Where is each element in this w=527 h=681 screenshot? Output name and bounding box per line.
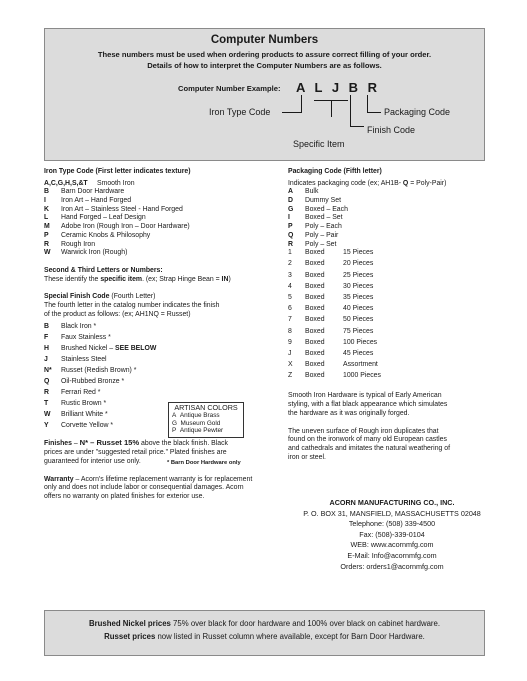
rough-note-line-3: and cathedrals and imitates the natural weathering of [288, 444, 451, 452]
list-item: B Barn Door Hardware [44, 188, 125, 196]
list-item: Q Poly – Pair [288, 231, 339, 239]
example-letters: A L J B R [296, 80, 378, 95]
list-item: P Ceramic Knobs & Philosophy [44, 231, 151, 239]
list-item: G Museum Gold [172, 419, 221, 427]
label-iron-type: Iron Type Code [209, 107, 271, 117]
right-column [288, 168, 488, 462]
finish-desc-1: The fourth letter in the catalog number indicates the finish [44, 302, 220, 309]
list-item: 7 Boxed 50 Pieces [288, 316, 374, 324]
company-name: ACORN MANUFACTURING CO., INC. [329, 498, 455, 507]
finish-heading: Special Finish Code (Fourth Letter) [44, 293, 156, 301]
company-orders-email[interactable]: Orders: orders1@acornmfg.com [340, 561, 444, 571]
list-item: R Rough Iron [44, 240, 96, 248]
company-fax: Fax: (508)-339-0104 [359, 529, 425, 539]
list-item: D Dummy Set [288, 197, 341, 205]
list-item: 5 Boxed 35 Pieces [288, 293, 374, 301]
list-item: N* Russet (Redish Brown) * [44, 367, 137, 375]
connector-a-h [282, 112, 302, 113]
list-item: W Brilliant White * [44, 411, 108, 419]
connector-r-v [367, 95, 368, 113]
label-specific-item: Specific Item [293, 139, 345, 149]
list-item: I Boxed – Set [288, 214, 343, 222]
finishes-note-line-3: guaranteed for interior use only. [44, 457, 141, 465]
smooth-note-line-3: the hardware as it was originally forged. [288, 409, 410, 417]
list-item: 4 Boxed 30 Pieces [288, 282, 374, 290]
connector-a-v [301, 95, 302, 112]
connector-b-v [350, 95, 351, 126]
list-item: 6 Boxed 40 Pieces [288, 305, 374, 313]
list-item: F Faux Stainless * [44, 334, 111, 342]
list-item: A Antique Brass [172, 411, 220, 419]
warranty-line-3: offers no warranty on plated finishes for exterior use. [44, 492, 205, 500]
list-item: L Hand Forged – Leaf Design [44, 214, 146, 222]
finishes-note-line-2: prices are under "suggested retail price." Plated finishes are [44, 449, 227, 457]
list-item: R Ferrari Red * [44, 389, 101, 397]
smooth-note-line-1: Smooth Iron Hardware is typical of Early American [288, 392, 442, 400]
pricing-note-box [44, 610, 485, 656]
label-packaging-code: Packaging Code [384, 107, 451, 117]
artisan-colors-box [168, 402, 244, 438]
company-address: P. O. BOX 31, MANSFIELD, MASSACHUSETTS 02048 [303, 508, 481, 518]
iron-type-heading: Iron Type Code (First letter indicates texture) [44, 168, 191, 175]
list-item: X Boxed Assortment [288, 361, 378, 369]
list-item: Z Boxed 1000 Pieces [288, 372, 381, 380]
finish-desc-2: of the product as follows: (ex; AH1NQ = Russet) [44, 310, 191, 318]
connector-b-h [350, 126, 364, 127]
rough-note-line-2: found on the ironwork of many old European castles [288, 436, 447, 444]
computer-numbers-box [44, 28, 485, 161]
label-finish-code: Finish Code [367, 125, 416, 135]
list-item: A Bulk [288, 188, 319, 196]
list-item: W Warwick Iron (Rough) [44, 249, 128, 257]
list-item: 8 Boxed 75 Pieces [288, 327, 374, 335]
connector-r-h [367, 112, 381, 113]
second-third-heading: Second & Third Letters or Numbers: [44, 266, 163, 274]
list-item: I Iron Art – Hand Forged [44, 197, 132, 205]
company-email[interactable]: E-Mail: Info@acornmfg.com [347, 550, 437, 560]
packaging-heading: Packaging Code (Fifth letter) [288, 168, 382, 175]
list-item: J Boxed 45 Pieces [288, 349, 374, 357]
list-item: Q Oil-Rubbed Bronze * [44, 378, 125, 386]
smooth-note-line-2: styling, with a flat black appearance which simulates [288, 401, 448, 409]
list-item: M Adobe Iron (Rough Iron – Door Hardware) [44, 223, 190, 231]
company-web[interactable]: WEB: www.acornmfg.com [350, 540, 434, 550]
pricing-note-line-2: Russet prices now listed in Russet column where available, except for Barn Door Hardware. [104, 632, 425, 641]
contact-block [287, 498, 497, 572]
list-item: 3 Boxed 25 Pieces [288, 271, 374, 279]
packaging-intro: Indicates packaging code (ex; AH1B- Q = Poly-Pair) [288, 179, 447, 187]
artisan-title: ARTISAN COLORS [174, 403, 238, 412]
list-item: K Iron Art – Stainless Steel - Hand Forged [44, 205, 183, 213]
list-item: P Poly – Each [288, 223, 342, 231]
list-item: Y Corvette Yellow * [44, 422, 114, 430]
barn-door-note: * Barn Door Hardware only [167, 460, 241, 466]
warranty-line-2: only and does not include labor or consequential damages. Acorn [44, 484, 244, 492]
list-item: P Antique Pewter [172, 427, 224, 435]
list-item: B Black Iron * [44, 323, 97, 331]
list-item: T Rustic Brown * [44, 400, 107, 408]
list-item: R Poly – Set [288, 240, 337, 248]
list-item: 1 Boxed 15 Pieces [288, 249, 374, 257]
company-telephone: Telephone: (508) 339-4500 [348, 519, 436, 529]
finishes-note-line-1: Finishes – N* – Russet 15% above the black finish. Black [44, 438, 229, 448]
list-item: H Brushed Nickel – SEE BELOW [44, 345, 157, 353]
rough-note-line-1: The uneven surface of Rough iron duplicates that [288, 427, 439, 435]
rough-note-line-4: iron or steel. [288, 453, 326, 461]
connector-lj-v [331, 100, 332, 117]
pricing-note-line-1: Brushed Nickel prices 75% over black for door hardware and 100% over black on cabinet hardware. [88, 619, 441, 628]
list-item: 2 Boxed 20 Pieces [288, 260, 374, 268]
warranty-line-1: Warranty – Acorn's lifetime replacement warranty is for replacement [44, 475, 253, 483]
box-line-1: These numbers must be used when ordering products to assure correct filling of your order. [97, 50, 432, 59]
box-title: Computer Numbers [210, 34, 319, 46]
list-item: G Boxed – Each [288, 205, 348, 213]
box-line-2: Details of how to interpret the Computer Numbers are as follows. [147, 61, 382, 70]
list-item: A,C,G,H,S,&T Smooth Iron [44, 179, 135, 187]
second-third-text: These identify the specific item. (ex; Strap Hinge Bean = IN) [44, 275, 231, 283]
left-column [44, 168, 284, 502]
list-item: J Stainless Steel [44, 356, 107, 364]
example-label: Computer Number Example: [178, 84, 281, 93]
list-item: 9 Boxed 100 Pieces [288, 338, 378, 346]
